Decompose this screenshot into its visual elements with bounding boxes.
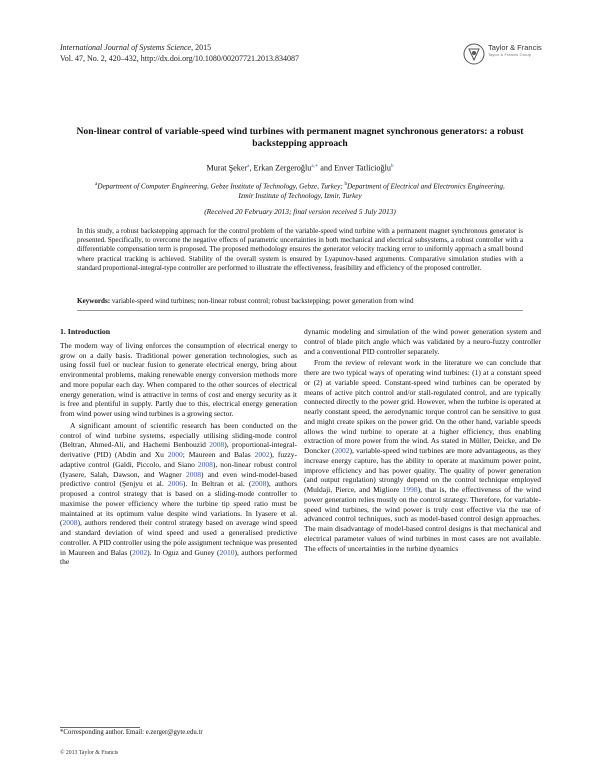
journal-header — [60, 42, 299, 64]
keywords — [77, 297, 523, 306]
citation-link[interactable]: 2008 — [197, 459, 213, 469]
affiliations — [90, 180, 510, 201]
affil-b: Department of Electrical and Electronics Engineering, Izmir Institute of Technology, Izmir, Turkey — [238, 182, 505, 200]
affil-a: Department of Computer Engineering, Gebze Institute of Technology, Gebze, Turkey; — [97, 182, 345, 191]
copyright-notice: © 2013 Taylor & Francis — [60, 750, 119, 756]
author-3: and Enver Tatlicioğlu — [318, 163, 391, 173]
author-1: Murat Şeker — [206, 163, 248, 173]
author-2: , Erkan Zergeroğlu — [249, 163, 312, 173]
corresponding-author-footnote: *Corresponding author. Email: e.zerger@gyte.edu.tr — [60, 729, 203, 736]
author-list — [60, 163, 540, 173]
citation-link[interactable]: 2006 — [167, 479, 183, 489]
affil-b-mark: b — [344, 182, 347, 187]
citation-link[interactable]: 2002 — [132, 547, 148, 557]
right-column — [304, 327, 541, 553]
author-3-affil-mark[interactable]: b — [390, 164, 394, 169]
paragraph: From the review of relevant work in the literature we can conclude that there are two typical ways of operating wind turbines: (1) at a constant speed or (2) at variable speed. Constant-speed wind turbines can be operated by means of active pitch control and/or stall-regulated control, and are typically connected directly to the power grid. However, when the turbine is operated at nearly constant speed, the aerodynamic torque control can be sensitive to gust and might create spikes on the power grid. On the other hand, variable speeds allows the wind turbine to operate at a higher efficiency, thus enabling extraction of more power from the wind. As stated in Müller, Deicke, and De Doncker (2002), variable-speed wind turbines are more advantageous, as they increase energy capture, has the ability to operate at maximum power point, improve efficiency and has power quality. The quality of power generation (and output regulation) strongly depend on the control technique employed (Muldaji, Pierce, and Migliore 1998), that is, the effectiveness of the wind power generation relies mostly on the control strategy. Therefore, for variable-speed wind turbines, the wind power is truly cost effective via the use of advanced control techniques, such as model-based control design approaches. The main disadvantage of model-based control designs is that mechanical and electrical parameter values of wind turbines in most cases are not available. The effects of uncertainties in the turbine dynamics — [304, 358, 541, 553]
paragraph: A significant amount of scientific research has been conducted on the control of wind turbine systems, especially utilising sliding-mode control (Beltran, Ahmed-Ali, and Hachemi Benbouzid 2008), proportional-integral-derivative (PID) (Abdin and Xu 2000; Maureen and Balas 2002), fuzzy-adaptive control (Galdi, Piccolo, and Siano 2008), non-linear robust control (Iyasere, Salah, Dawson, and Wagner 2008) and even wind-model-based predictive control (Şenjyu et al. 2006). In Beltran et al. (2008), authors proposed a control strategy that is based on a sliding-mode controller to maximise the power efficiency where the turbine tip speed ratio must be maintained at its optimum value despite wind variations. In Iyasere et al. (2008), authors rendered their control strategy based on average wind speed and standard deviation of wind speed and used a generalised predictive controller. A PID controller using the pole assignment technique was presented in Maureen and Balas (2002). In Oguz and Guney (2010), authors performed the — [60, 420, 298, 567]
citation-link[interactable]: 2002 — [254, 450, 270, 459]
publisher-name: Taylor & Francis — [488, 43, 542, 52]
citation-link[interactable]: 2008 — [209, 440, 225, 450]
citation-link[interactable]: 1998 — [402, 485, 418, 494]
affil-a-mark: a — [95, 182, 98, 187]
abstract-divider — [77, 310, 523, 311]
paragraph: dynamic modeling and simulation of the wind power generation system and control of blade pitch angle which was validated by a neuro-fuzzy controller and a conventional PID controller separately. — [304, 327, 541, 356]
author-2-affil-mark[interactable]: a,∗ — [311, 164, 319, 169]
paragraph: The modern way of living enforces the consumption of electrical energy to grow on a daily basis. Traditional power generation technologies, such as using fossil fuel or nuclear fusion to generate electrical energy, bring about environmental problems, making renewable energy conversion methods more and more popular each day. When compared to the other sources of electrical energy generation, wind is attractive in terms of cost and energy security as it is free and plentiful in supply. Partly due to this, electrical energy generation from wind power using wind turbines is a growing sector. — [60, 340, 297, 418]
section-heading: 1. Introduction — [60, 327, 111, 336]
citation-link[interactable]: 2002 — [334, 446, 350, 455]
publisher-emblem-icon — [463, 43, 485, 65]
received-dates: (Received 20 February 2013; final version received 5 July 2013) — [204, 207, 396, 216]
keywords-label: Keywords: — [77, 297, 111, 305]
journal-name: International Journal of Systems Science — [60, 43, 192, 52]
abstract: In this study, a robust backstepping approach for the control problem of the variable-speed wind turbine with a permanent magnet synchronous generator is presented. Specifically, to overcome the negative effects of parametric uncertainties in both mechanical and electrical subsystems, a robust controller with a differentiable compensation term is proposed. The proposed methodology ensures the generator velocity tracking error to uniformly approach a small bound where practical tracking is achieved. Stability of the overall system is ensured by Lyapunov-based arguments. Comparative simulation studies with a standard proportional-integral-type controller are performed to illustrate the effectiveness, feasibility and efficiency of the proposed controller. — [77, 227, 523, 272]
journal-citation: Vol. 47, No. 2, 420–432, http://dx.doi.org/10.1080/00207721.2013.834087 — [60, 54, 300, 63]
left-column — [60, 327, 297, 567]
publisher-logo — [463, 43, 542, 65]
citation-link[interactable]: 2010 — [219, 547, 235, 557]
footnote-divider — [60, 727, 140, 728]
citation-link[interactable]: 2000 — [167, 450, 183, 459]
author-1-affil-mark[interactable]: a — [247, 164, 250, 169]
publisher-tagline: Taylor & Francis Group — [488, 52, 532, 57]
citation-link[interactable]: 2008 — [62, 518, 78, 528]
citation-link[interactable]: 2008 — [186, 469, 201, 479]
keywords-text: variable-speed wind turbines; non-linear robust control; robust backstepping; power generation from wind — [110, 297, 414, 305]
journal-year: , 2015 — [191, 43, 212, 52]
paper-title: Non-linear control of variable-speed wind turbines with permanent magnet synchronous generators: a robust backstepping approach — [76, 126, 524, 149]
citation-link[interactable]: 2008 — [251, 479, 267, 489]
